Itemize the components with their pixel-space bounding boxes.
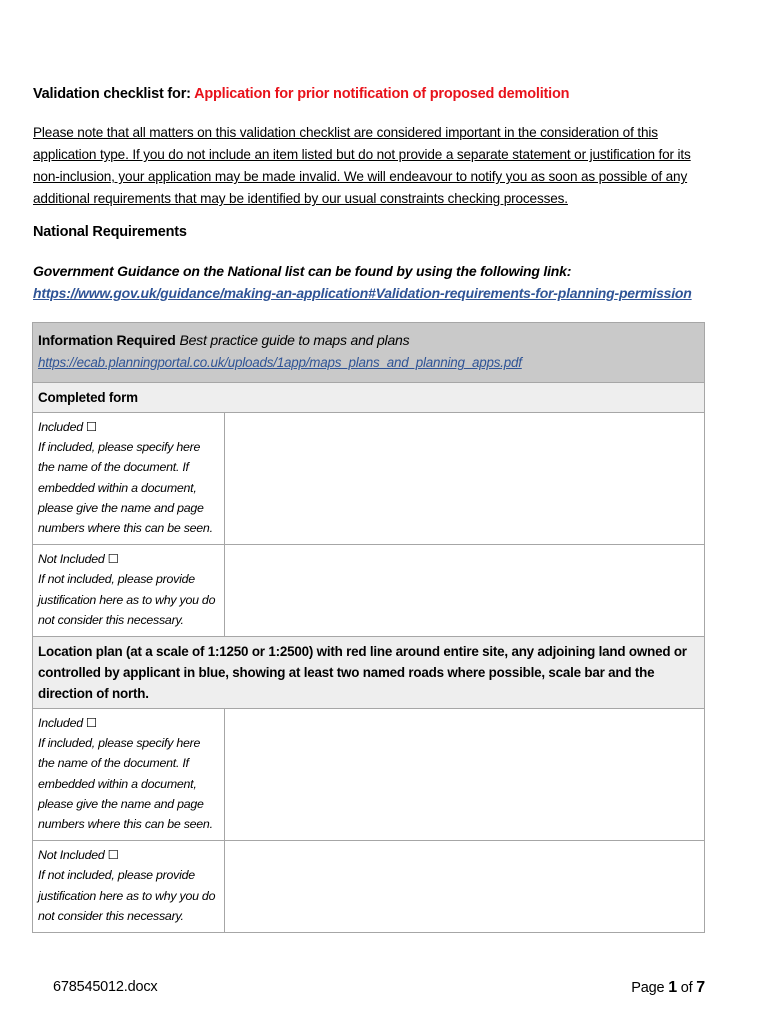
included-checkbox-label[interactable]: Included ☐	[38, 420, 97, 434]
section-title: Completed form	[33, 383, 705, 413]
included-row	[33, 413, 705, 545]
not-included-checkbox-label[interactable]: Not Included ☐	[38, 552, 119, 567]
page-total: 7	[696, 979, 705, 996]
not-included-entry-field[interactable]	[225, 545, 705, 637]
not-included-row	[33, 841, 705, 933]
included-label-cell	[33, 709, 225, 841]
checklist-title	[33, 86, 569, 102]
guidance-block	[33, 260, 692, 304]
section-row	[33, 383, 705, 413]
of-word: of	[680, 980, 693, 996]
not-included-label-cell	[33, 841, 225, 933]
application-type: Application for prior notification of proposed demolition	[194, 86, 570, 102]
included-instructions: If included, please specify here the name of the document. If embedded within a document, please give the name and page numbers where this can be seen.	[38, 440, 213, 536]
footer-filename: 678545012.docx	[53, 979, 158, 995]
table-header-row	[33, 323, 705, 383]
intro-paragraph: Please note that all matters on this validation checklist are considered important in the consideration of this application type. If you do not include an item listed but do not provide a separate statement or justification for its non-inclusion, your application may be made invalid. We will endeavour to notify you as soon as possible of any additional requirements that may be identified by our usual constraints checking processes.	[33, 125, 691, 206]
not-included-label-cell	[33, 545, 225, 637]
included-row	[33, 709, 705, 841]
included-instructions: If included, please specify here the name of the document. If embedded within a document, please give the name and page numbers where this can be seen.	[38, 736, 213, 832]
table-header-cell	[33, 323, 705, 383]
not-included-instructions: If not included, please provide justification here as to why you do not consider this necessary.	[38, 868, 216, 923]
header-guide-title: Best practice guide to maps and plans	[179, 332, 410, 348]
guidance-text: Government Guidance on the National list can be found by using the following link:	[33, 263, 572, 279]
national-requirements-heading: National Requirements	[33, 224, 187, 240]
guidance-link[interactable]: https://www.gov.uk/guidance/making-an-application#Validation-requirements-for-planning-permission	[33, 285, 692, 301]
included-checkbox-label[interactable]: Included ☐	[38, 716, 97, 731]
page-current: 1	[668, 979, 677, 996]
section-title: Location plan (at a scale of 1:1250 or 1:2500) with red line around entire site, any adjoining land owned or controlled by applicant in blue, showing at least two named roads where possible, scale bar and the direction of north.	[33, 637, 705, 709]
not-included-entry-field[interactable]	[225, 841, 705, 933]
not-included-checkbox-label[interactable]: Not Included ☐	[38, 848, 119, 863]
not-included-instructions: If not included, please provide justification here as to why you do not consider this necessary.	[38, 572, 216, 627]
checklist-table	[32, 322, 705, 933]
page-word: Page	[631, 980, 665, 996]
header-information-required: Information Required	[38, 332, 176, 348]
section-row	[33, 637, 705, 709]
header-guide-link[interactable]: https://ecab.planningportal.co.uk/uploads/1app/maps_plans_and_planning_apps.pdf	[38, 355, 522, 370]
included-entry-field[interactable]	[225, 709, 705, 841]
included-entry-field[interactable]	[225, 413, 705, 545]
title-prefix: Validation checklist for:	[33, 86, 191, 102]
footer-page-number	[631, 979, 705, 997]
not-included-row	[33, 545, 705, 637]
included-label-cell	[33, 413, 225, 545]
